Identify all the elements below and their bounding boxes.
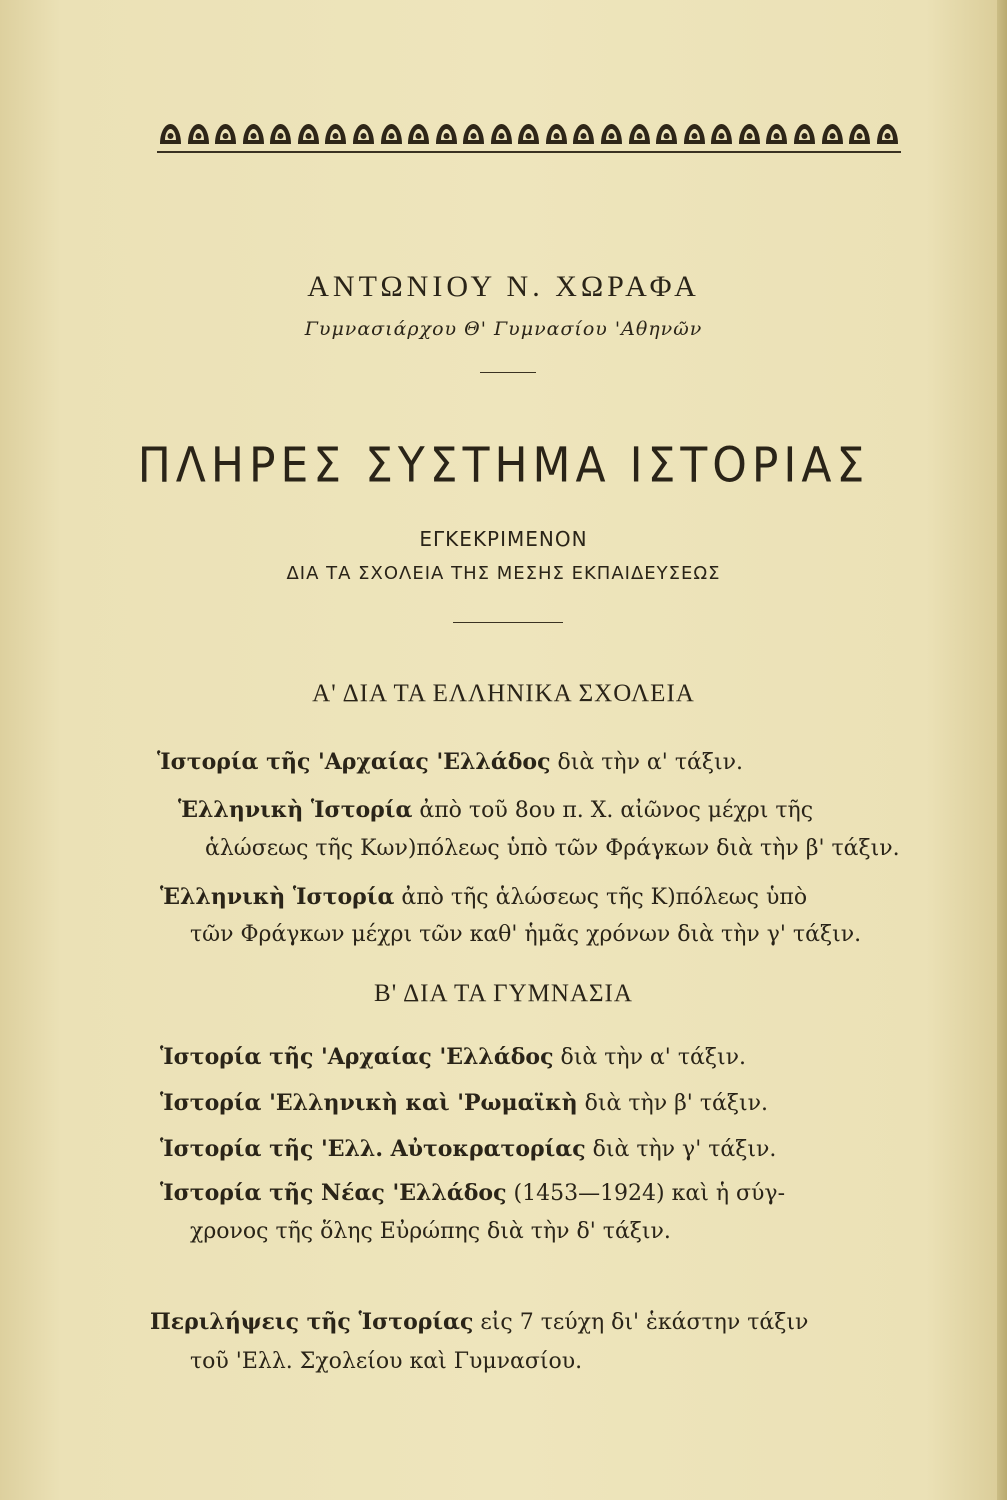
list-item [160,1086,905,1121]
ornament-flourish-icon [653,118,680,148]
ornament-flourish-icon [736,118,763,148]
ornament-flourish-icon [846,118,873,148]
ornament-flourish-icon [212,118,239,148]
ornament-flourish-icon [515,118,542,148]
divider-rule [480,372,536,373]
page-edge [997,0,1007,1500]
entry-text: διὰ τὴν α' τάξιν. [550,750,743,775]
entry-text: ἀπὸ τῆς ἁλώσεως τῆς Κ)πόλεως ὑπὸ [394,885,808,910]
ornament-flourish-icon [240,118,267,148]
section-heading-a: Α' ΔΙΑ ΤΑ ΕΛΛΗΝΙΚΑ ΣΧΟΛΕΙΑ [312,680,695,707]
ornament-flourish-icon [570,118,597,148]
list-item [178,793,908,828]
page-title: ΠΛΗΡΕΣ ΣΥΣΤΗΜΑ ΙΣΤΟΡΙΑΣ [137,437,870,494]
list-item [157,745,897,780]
ornament-band [157,115,901,151]
summary-continuation: τοῦ 'Ελλ. Σχολείου καὶ Γυμνασίου. [190,1349,583,1374]
list-item [160,1132,905,1167]
approval-line-2: ΔΙΑ ΤΑ ΣΧΟΛΕΙΑ ΤΗΣ ΜΕΣΗΣ ΕΚΠΑΙΔΕΥΣΕΩΣ [286,563,721,584]
ornament-flourish-icon [708,118,735,148]
ornament-flourish-icon [350,118,377,148]
ornament-flourish-icon [267,118,294,148]
summary-title: Περιλήψεις τῆς Ἱστορίας [150,1309,474,1335]
entry-title: Ἱστορία τῆς Νέας 'Ελλάδος [160,1180,507,1206]
entry-title: Ἱστορία τῆς 'Ελλ. Αὐτοκρατορίας [160,1136,586,1162]
entry-text: (1453—1924) καὶ ἡ σύγ- [506,1181,786,1206]
ornament-flourish-icon [626,118,653,148]
entry-title: Ἑλληνικὴ Ἱστορία [178,797,413,823]
divider-rule [453,622,563,623]
entry-text: ἀπὸ τοῦ 8ου π. Χ. αἰῶνος μέχρι τῆς [412,798,814,823]
list-item [160,1176,905,1211]
ornament-flourish-icon [543,118,570,148]
ornament-flourish-icon [185,118,212,148]
approval-line-1: ΕΓΚΕΚΡΙΜΕΝΟΝ [419,527,588,551]
ornament-flourish-icon [405,118,432,148]
ornament-flourish-icon [460,118,487,148]
entry-text: διὰ τὴν γ' τάξιν. [585,1137,777,1162]
entry-text: διὰ τὴν α' τάξιν. [553,1045,746,1070]
entry-title: Ἱστορία τῆς 'Αρχαίας 'Ελλάδος [160,1044,554,1070]
ornament-flourish-icon [819,118,846,148]
author-name: ΑΝΤΩΝΙΟΥ Ν. ΧΩΡΑΦΑ [307,270,700,303]
list-item [160,1040,905,1075]
ornament-flourish-icon [791,118,818,148]
list-item-continuation: χρονος τῆς ὅλης Εὐρώπης διὰ τὴν δ' τάξιν. [190,1219,671,1244]
ornament-flourish-icon [488,118,515,148]
ornament-flourish-icon [874,118,901,148]
section-heading-b: Β' ΔΙΑ ΤΑ ΓΥΜΝΑΣΙΑ [374,980,633,1007]
list-item [160,880,905,915]
ornament-flourish-icon [378,118,405,148]
list-item-continuation: τῶν Φράγκων μέχρι τῶν καθ' ἡμᾶς χρόνων διὰ τὴν γ' τάξιν. [190,922,862,947]
list-item-continuation: ἁλώσεως τῆς Κων)πόλεως ὑπὸ τῶν Φράγκων διὰ τὴν β' τάξιν. [205,836,900,861]
summary-item [150,1305,910,1340]
summary-text: εἰς 7 τεύχη δι' ἑκάστην τάξιν [473,1310,809,1335]
ornament-flourish-icon [598,118,625,148]
ornament-flourish-icon [295,118,322,148]
ornament-flourish-icon [433,118,460,148]
entry-title: Ἑλληνικὴ Ἱστορία [160,884,395,910]
entry-title: Ἱστορία 'Ελληνικὴ καὶ 'Ρωμαϊκὴ [160,1090,578,1116]
author-position: Γυμνασιάρχου Θ' Γυμνασίου 'Αθηνῶν [304,318,703,340]
entry-title: Ἱστορία τῆς 'Αρχαίας 'Ελλάδος [157,749,551,775]
ornament-flourish-icon [322,118,349,148]
ornament-flourish-icon [763,118,790,148]
ornament-rule [157,151,901,153]
entry-text: διὰ τὴν β' τάξιν. [577,1091,768,1116]
ornament-flourish-icon [681,118,708,148]
ornament-flourish-icon [157,118,184,148]
